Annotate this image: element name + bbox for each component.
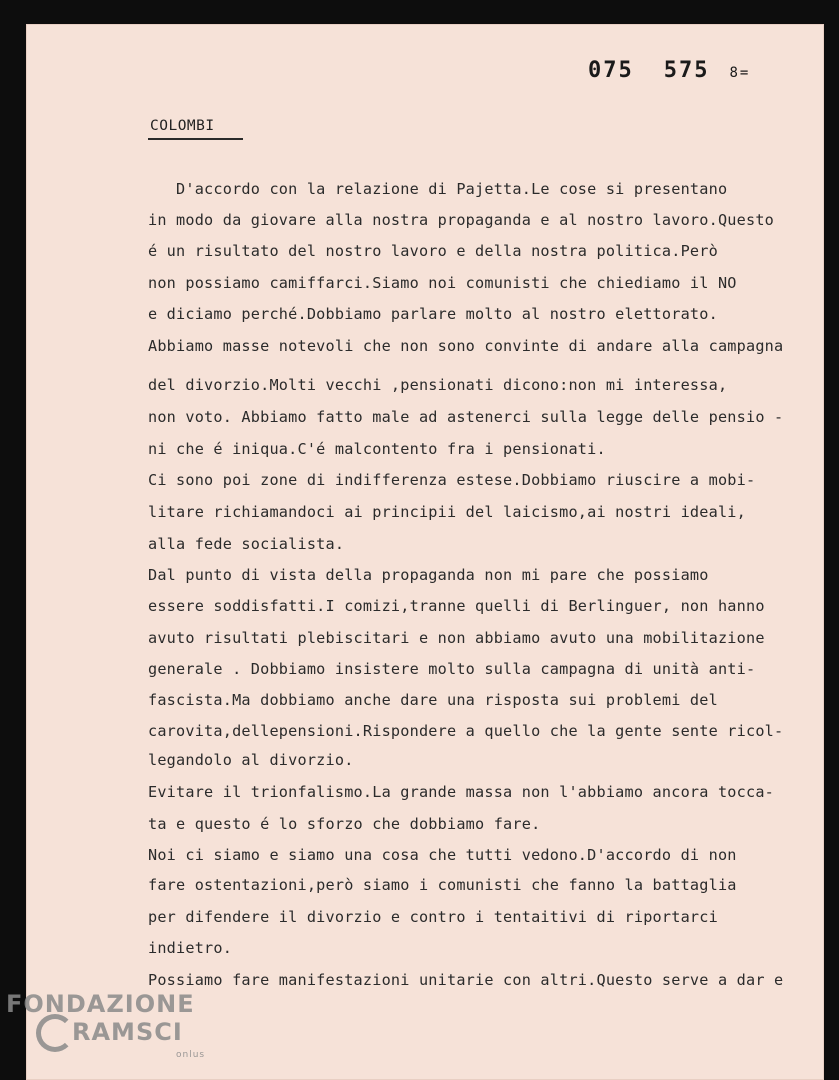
text-line: legandolo al divorzio. xyxy=(148,751,354,769)
text-line: litare richiamandoci ai principii del laicismo,ai nostri ideali, xyxy=(148,503,746,521)
text-line: fascista.Ma dobbiamo anche dare una risposta sui problemi del xyxy=(148,691,718,709)
text-line: essere soddisfatti.I comizi,tranne quelli di Berlinguer, non hanno xyxy=(148,597,765,615)
text-line: Noi ci siamo e siamo una cosa che tutti vedono.D'accordo di non xyxy=(148,846,737,864)
speaker-title: COLOMBI xyxy=(150,118,215,134)
text-line: non voto. Abbiamo fatto male ad astenerci sulla legge delle pensio - xyxy=(148,408,784,426)
text-line: e diciamo perché.Dobbiamo parlare molto al nostro elettorato. xyxy=(148,305,718,323)
text-line: non possiamo camiffarci.Siamo noi comunisti che chiediamo il NO xyxy=(148,274,737,292)
watermark-sub: onlus xyxy=(176,1050,206,1060)
watermark-line2: RAMSCI xyxy=(72,1018,183,1046)
text-line: per difendere il divorzio e contro i tentaitivi di riportarci xyxy=(148,908,718,926)
page-number-part1: 075 xyxy=(588,58,634,83)
text-line: é un risultato del nostro lavoro e della nostra politica.Però xyxy=(148,242,718,260)
watermark-g-logo-icon xyxy=(36,1014,74,1052)
text-line: Ci sono poi zone di indifferenza estese.Dobbiamo riuscire a mobi- xyxy=(148,471,756,489)
watermark-line1: FONDAZIONE xyxy=(6,990,195,1018)
text-line: carovita,dellepensioni.Rispondere a quello che la gente sente ricol- xyxy=(148,722,784,740)
archive-page-number xyxy=(588,58,750,83)
text-line: in modo da giovare alla nostra propaganda e al nostro lavoro.Questo xyxy=(148,211,775,229)
text-line: del divorzio.Molti vecchi ,pensionati dicono:non mi interessa, xyxy=(148,376,728,394)
text-line: Dal punto di vista della propaganda non mi pare che possiamo xyxy=(148,566,709,584)
text-line: Possiamo fare manifestazioni unitarie con altri.Questo serve a dar e xyxy=(148,971,784,989)
text-line: indietro. xyxy=(148,939,233,957)
text-line: ta e questo é lo sforzo che dobbiamo fare. xyxy=(148,815,541,833)
text-line: D'accordo con la relazione di Pajetta.Le cose si presentano xyxy=(148,180,728,198)
text-line: Abbiamo masse notevoli che non sono convinte di andare alla campagna xyxy=(148,337,784,355)
page-number-suffix: 8= xyxy=(729,65,751,81)
text-line: avuto risultati plebiscitari e non abbiamo avuto una mobilitazione xyxy=(148,629,765,647)
text-line: alla fede socialista. xyxy=(148,535,345,553)
title-underline xyxy=(148,138,243,140)
text-line: ni che é iniqua.C'é malcontento fra i pensionati. xyxy=(148,440,606,458)
page-number-part2: 575 xyxy=(663,58,710,83)
text-line: Evitare il trionfalismo.La grande massa non l'abbiamo ancora tocca- xyxy=(148,783,775,801)
text-line: generale . Dobbiamo insistere molto sulla campagna di unità anti- xyxy=(148,660,756,678)
text-line: fare ostentazioni,però siamo i comunisti che fanno la battaglia xyxy=(148,876,737,894)
